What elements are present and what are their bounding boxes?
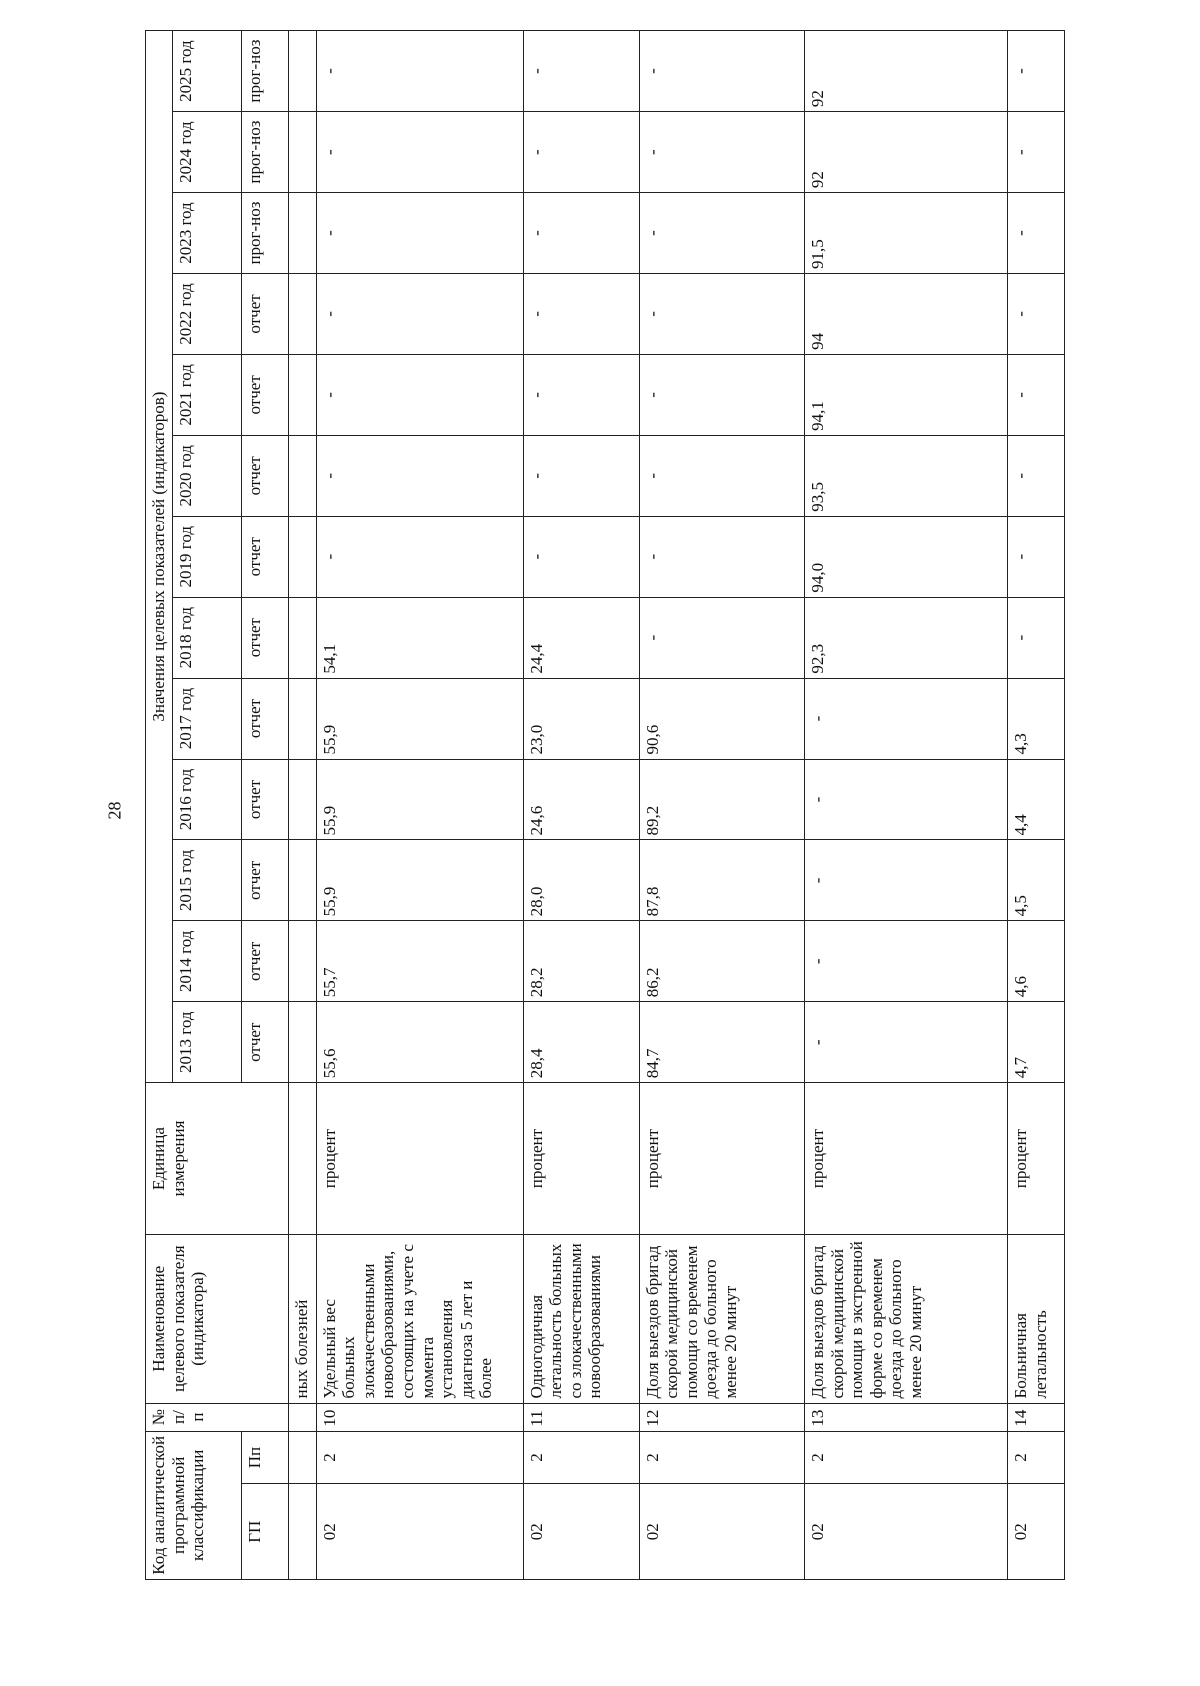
- cell-num: 12: [639, 1403, 805, 1431]
- cell-value: -: [639, 273, 805, 354]
- cell-unit: процент: [805, 1083, 1008, 1235]
- header-type: отчет: [241, 921, 289, 1002]
- cell-num: 13: [805, 1403, 1008, 1431]
- cell-value: -: [639, 516, 805, 597]
- cell-name: Доля выездов бригад скорой медицинской помощи в экстренной форме со временем доезда до больного менее 20 минут: [805, 1234, 1008, 1403]
- header-year: 2016 год: [173, 759, 241, 840]
- rotated-table-container: [145, 30, 1065, 1580]
- cell-unit: процент: [316, 1083, 523, 1235]
- cell-pp: 2: [316, 1431, 523, 1484]
- cell-value: 87,8: [639, 840, 805, 921]
- cell-value: -: [1008, 354, 1065, 435]
- cell-value: 84,7: [639, 1002, 805, 1083]
- header-unit: Единица измерения: [146, 1083, 289, 1235]
- header-type: прог-ноз: [241, 112, 289, 193]
- cell-value: -: [523, 273, 639, 354]
- cell-value: -: [1008, 516, 1065, 597]
- table-row: [523, 31, 639, 1580]
- cell-value: 55,9: [316, 759, 523, 840]
- header-year: 2018 год: [173, 597, 241, 678]
- cell-value: 55,6: [316, 1002, 523, 1083]
- cell-value: 94,0: [805, 516, 1008, 597]
- header-year: 2023 год: [173, 193, 241, 274]
- cell-value: 92,3: [805, 597, 1008, 678]
- header-year: 2022 год: [173, 273, 241, 354]
- header-year: 2025 год: [173, 31, 241, 112]
- cell-value: 54,1: [316, 597, 523, 678]
- cell-value: -: [639, 112, 805, 193]
- cell-value: -: [1008, 597, 1065, 678]
- cell-value: -: [1008, 435, 1065, 516]
- cell-value: 91,5: [805, 193, 1008, 274]
- cell-value: 94,1: [805, 354, 1008, 435]
- table-row: [805, 31, 1008, 1580]
- cell-value: -: [316, 273, 523, 354]
- cell-value: -: [805, 840, 1008, 921]
- header-code: Код аналитической программной классификации: [146, 1431, 242, 1579]
- cell-value: 24,6: [523, 759, 639, 840]
- cell-value: 92: [805, 31, 1008, 112]
- cell-value: 55,7: [316, 921, 523, 1002]
- cell-name: Удельный вес больных злокачественными новообразованиями, состоящих на учете с момента установления диагноза 5 лет и более: [316, 1234, 523, 1403]
- cell-value: 28,4: [523, 1002, 639, 1083]
- header-year: 2021 год: [173, 354, 241, 435]
- cell-value: -: [316, 193, 523, 274]
- cell-pp: 2: [523, 1431, 639, 1484]
- cell-value: -: [639, 31, 805, 112]
- cell-value: -: [316, 31, 523, 112]
- header-num: № п/п: [146, 1403, 289, 1431]
- header-row-1: [146, 31, 173, 1580]
- cell-value: -: [639, 354, 805, 435]
- cell-value: -: [523, 112, 639, 193]
- cell-value: 4,5: [1008, 840, 1065, 921]
- header-year: 2020 год: [173, 435, 241, 516]
- table-row: [316, 31, 523, 1580]
- header-year: 2014 год: [173, 921, 241, 1002]
- cell-value: -: [639, 435, 805, 516]
- cell-unit: процент: [1008, 1083, 1065, 1235]
- cell-value: -: [1008, 31, 1065, 112]
- header-gp: ГП: [241, 1484, 289, 1580]
- page-number: 28: [104, 801, 125, 820]
- cell-gp: 02: [639, 1484, 805, 1580]
- cell-name: Больничная летальность: [1008, 1234, 1065, 1403]
- cell-value: 55,9: [316, 840, 523, 921]
- cell-name: Доля выездов бригад скорой медицинской помощи со временем доезда до больного менее 20 минут: [639, 1234, 805, 1403]
- header-type: отчет: [241, 840, 289, 921]
- header-values-group: Значения целевых показателей (индикаторов): [146, 31, 173, 1083]
- cell-value: 94: [805, 273, 1008, 354]
- header-type: отчет: [241, 516, 289, 597]
- header-type: отчет: [241, 1002, 289, 1083]
- header-year: 2019 год: [173, 516, 241, 597]
- cell-value: -: [639, 597, 805, 678]
- cell-gp: 02: [523, 1484, 639, 1580]
- cell-value: -: [316, 354, 523, 435]
- cell-value: 4,7: [1008, 1002, 1065, 1083]
- cell-unit: процент: [639, 1083, 805, 1235]
- cell-value: 28,0: [523, 840, 639, 921]
- cell-pp: 2: [1008, 1431, 1065, 1484]
- cell-value: 28,2: [523, 921, 639, 1002]
- continuation-text: ных болезней: [289, 1234, 316, 1403]
- table-row: [1008, 31, 1065, 1580]
- header-type: отчет: [241, 273, 289, 354]
- table-row: [639, 31, 805, 1580]
- cell-value: -: [523, 516, 639, 597]
- cell-value: -: [1008, 273, 1065, 354]
- cell-value: 90,6: [639, 678, 805, 759]
- cell-value: -: [523, 435, 639, 516]
- cell-pp: 2: [805, 1431, 1008, 1484]
- cell-gp: 02: [316, 1484, 523, 1580]
- cell-value: -: [316, 435, 523, 516]
- cell-value: -: [639, 193, 805, 274]
- indicators-table: [145, 30, 1065, 1580]
- cell-value: 55,9: [316, 678, 523, 759]
- cell-value: -: [316, 112, 523, 193]
- header-type: отчет: [241, 354, 289, 435]
- cell-value: -: [316, 516, 523, 597]
- continuation-row: [289, 31, 316, 1580]
- cell-value: -: [523, 193, 639, 274]
- cell-gp: 02: [1008, 1484, 1065, 1580]
- cell-value: -: [805, 1002, 1008, 1083]
- cell-value: 86,2: [639, 921, 805, 1002]
- cell-value: 89,2: [639, 759, 805, 840]
- cell-value: -: [523, 31, 639, 112]
- cell-value: -: [805, 759, 1008, 840]
- cell-value: 93,5: [805, 435, 1008, 516]
- header-type: отчет: [241, 435, 289, 516]
- header-type: отчет: [241, 597, 289, 678]
- cell-value: -: [1008, 112, 1065, 193]
- header-name: Наименование целевого показателя (индикатора): [146, 1234, 289, 1403]
- cell-value: -: [523, 354, 639, 435]
- header-type: прог-ноз: [241, 193, 289, 274]
- cell-value: 92: [805, 112, 1008, 193]
- cell-gp: 02: [805, 1484, 1008, 1580]
- cell-value: 24,4: [523, 597, 639, 678]
- cell-unit: процент: [523, 1083, 639, 1235]
- header-type: отчет: [241, 678, 289, 759]
- cell-value: 4,4: [1008, 759, 1065, 840]
- cell-name: Одногодичная летальность больных со злокачественными новообразованиями: [523, 1234, 639, 1403]
- cell-value: -: [1008, 193, 1065, 274]
- header-pp: Пп: [241, 1431, 289, 1484]
- cell-num: 10: [316, 1403, 523, 1431]
- cell-value: -: [805, 921, 1008, 1002]
- header-type: прог-ноз: [241, 31, 289, 112]
- header-type: отчет: [241, 759, 289, 840]
- cell-num: 11: [523, 1403, 639, 1431]
- header-year: 2013 год: [173, 1002, 241, 1083]
- cell-num: 14: [1008, 1403, 1065, 1431]
- header-year: 2015 год: [173, 840, 241, 921]
- cell-value: 23,0: [523, 678, 639, 759]
- cell-value: -: [805, 678, 1008, 759]
- header-year: 2017 год: [173, 678, 241, 759]
- cell-value: 4,3: [1008, 678, 1065, 759]
- header-year: 2024 год: [173, 112, 241, 193]
- cell-pp: 2: [639, 1431, 805, 1484]
- cell-value: 4,6: [1008, 921, 1065, 1002]
